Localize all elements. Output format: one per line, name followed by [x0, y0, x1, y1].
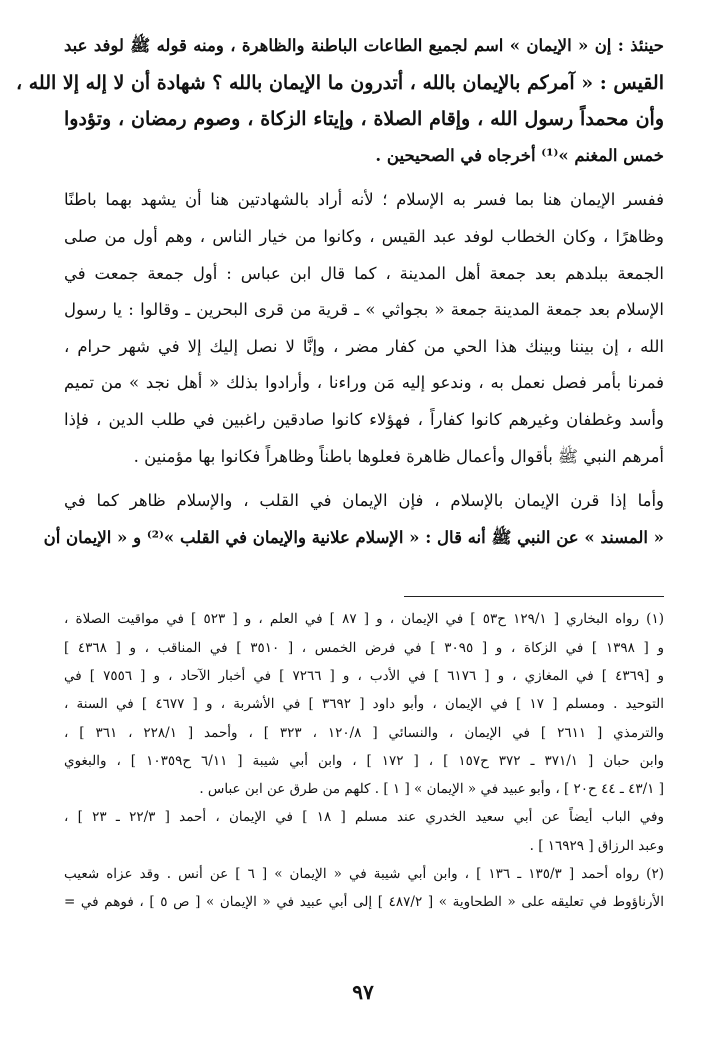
footnote-line: وفي الباب أيضاً عن أبي سعيد الخدري عند مسلم [ ١٨ ] في الإيمان ، أحمد [ ٢٢/٣ ـ ٢٣ ] ، — [64, 809, 664, 826]
page-number: ٩٧ — [352, 980, 374, 1004]
footnote-2 — [64, 860, 664, 917]
footnote-line: و [ ١٣٩٨ ] في الزكاة ، و [ ٣٠٩٥ ] في فرض الخمس ، [ ٣٥١٠ ] في المناقب ، و [ ٤٣٦٨ ] — [64, 639, 664, 656]
footnote-line: الأرناؤوط في تعليقه على « الطحاوية » [ ٤٨٧/٢ ] إلى أبي عبيد في « الإيمان » [ ص ٥ ] ، فوهم في = — [64, 894, 664, 911]
text-line: ففسر الإيمان هنا بما فسر به الإسلام ؛ لأنه أراد بالشهادتين هنا أن يشهد بهما باطنًا — [64, 190, 664, 210]
footnote-divider — [404, 596, 664, 597]
text-line: وأن محمداً رسول الله ، وإقام الصلاة ، وإيتاء الزكاة ، وصوم رمضان ، وتؤدوا — [64, 108, 664, 131]
footnote-1 — [64, 605, 664, 860]
footnote-line: [ ٤٣/١ ـ ٤٤ ح٢٠ ] ، وأبو عبيد في « الإيمان » [ ١ ] . كلهم من طرق عن ابن عباس . — [199, 781, 664, 798]
paragraph-1 — [16, 28, 664, 174]
paragraph-3 — [43, 483, 664, 556]
footnote-line: وعبد الرزاق [ ١٦٩٢٩ ] . — [529, 837, 664, 854]
footnote-line: و [٤٣٦٩ ] في المغازي ، و [ ٦١٧٦ ] في الأدب ، و [ ٧٢٦٦ ] في أخبار الآحاد ، و [ ٧٥٥٦ ] في — [64, 667, 665, 684]
text-line: القيس : « آمركم بالإيمان بالله ، أتدرون ما الإيمان بالله ؟ شهادة أن لا إله إلا الله ، — [16, 71, 664, 94]
text-line: وأما إذا قرن الإيمان بالإسلام ، فإن الإيمان في القلب ، والإسلام ظاهر كما في — [64, 491, 664, 511]
footnote-line: التوحيد . ومسلم [ ١٧ ] في الإيمان ، وأبو داود [ ٣٦٩٢ ] في الأشربة ، و [ ٤٦٧٧ ] في السنة ، — [64, 696, 665, 713]
footnote-line: وابن حبان [ ٣٧١/١ ـ ٣٧٢ ح١٥٧ ] ، [ ١٧٢ ] ، وابن أبي شيبة [ ٦/١١ ح١٠٣٥٩ ] ، والبغوي — [64, 752, 664, 769]
text-line: أمرهم النبي ﷺ بأقوال وأعمال ظاهرة فعلوها باطناً وظاهراً فكانوا بها مؤمنين . — [133, 446, 664, 466]
text-line: « المسند » عن النبي ﷺ أنه قال : « الإسلام علانية والإيمان في القلب »⁽²⁾ و « الإيمان أن — [43, 527, 664, 547]
text-line: وظاهرًا ، وكان الخطاب لوفد عبد القيس ، وكانوا من خيار الناس ، وهم أول من صلى — [64, 226, 664, 246]
text-line: حينئذ : إن « الإيمان » اسم لجميع الطاعات الباطنة والظاهرة ، ومنه قوله ﷺ لوفد عبد — [64, 36, 664, 55]
paragraph-2 — [64, 182, 664, 475]
text-line: فمرنا بأمر فصل نعمل به ، وندعو إليه مَن وراءنا ، وأرادوا بذلك « أهل نجد » من تميم — [64, 373, 664, 393]
text-line: وأسد وغطفان وغيرهم كانوا كفاراً ، فهؤلاء كانوا صادقين راغبين في طلب الدين ، فإذا — [64, 409, 664, 429]
footnote-line: (٢) رواه أحمد [ ١٣٥/٣ ـ ١٣٦ ] ، وابن أبي شيبة في « الإيمان » [ ٦ ] عن أنس . وقد عزاه شعيب — [64, 865, 664, 882]
footnote-line: والترمذي [ ٢٦١١ ] في الإيمان ، والنسائي [ ١٢٠/٨ ، ٣٢٣ ] ، وأحمد [ ٢٢٨/١ ، ٣٦١ ] ، — [64, 724, 664, 741]
text-line: الإسلام بعد جمعة المدينة جمعة « بجواثي » ـ قرية من قرى البحرين ـ وقالوا : يا رسول — [64, 300, 664, 320]
document-page — [16, 28, 665, 1018]
text-line: الله ، إن بيننا وبينك هذا الحي من كفار مضر ، وإنَّا لا نصل إليك إلا في شهر حرام ، — [64, 336, 664, 356]
text-line: الجمعة ببلدهم بعد جمعة أهل المدينة ، كما قال ابن عباس : أول جمعة جمعت في — [64, 263, 664, 283]
text-line: خمس المغنم »⁽¹⁾ أخرجاه في الصحيحين . — [375, 145, 664, 165]
footnote-line: (١) رواه البخاري [ ١٢٩/١ ح٥٣ ] في الإيمان ، و [ ٨٧ ] في العلم ، و [ ٥٢٣ ] في مواقيت الصلاة ، — [64, 611, 664, 628]
